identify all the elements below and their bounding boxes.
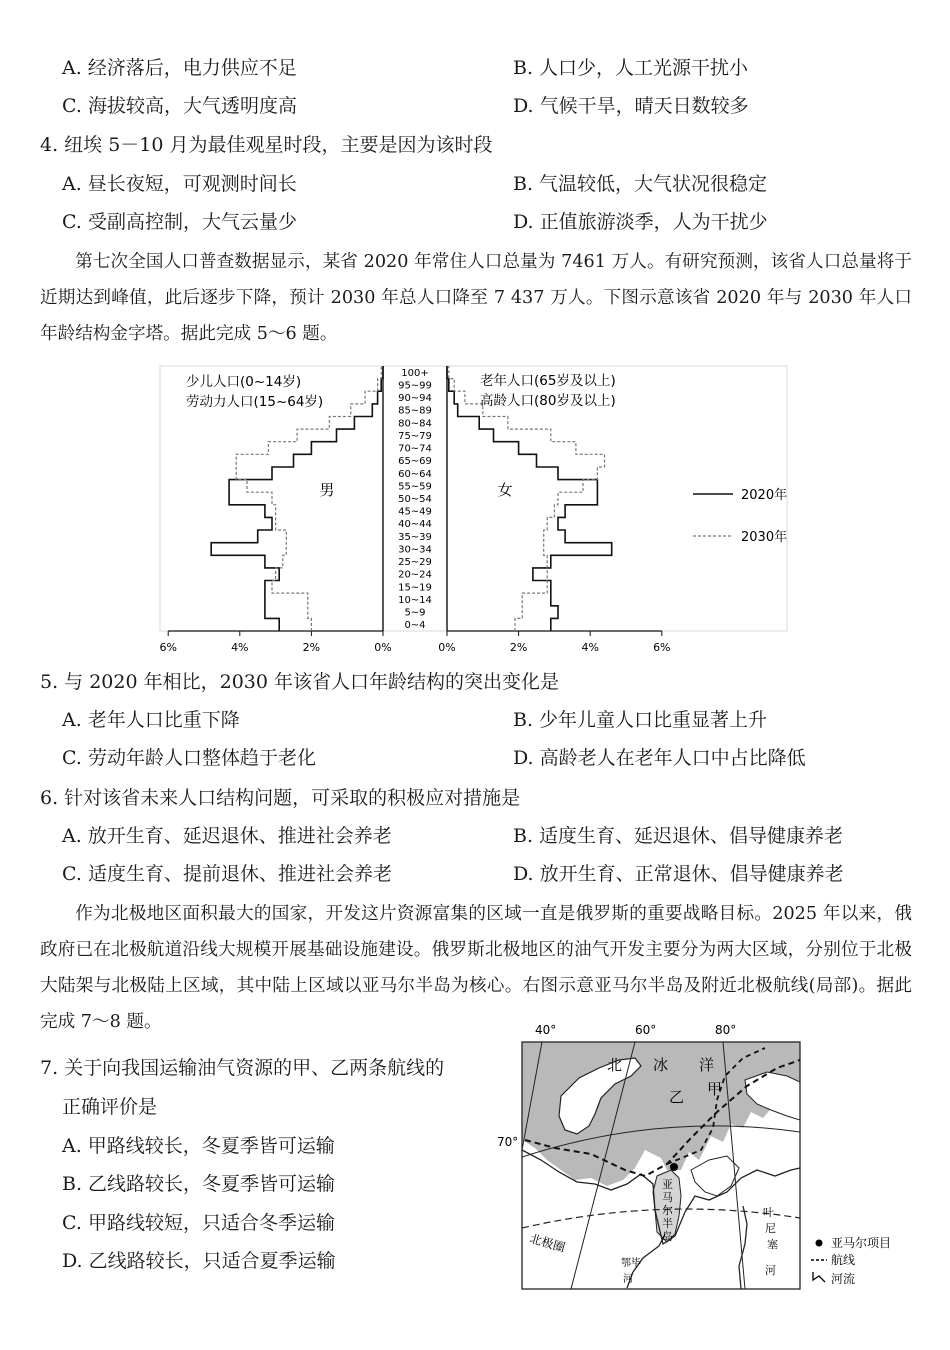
legend-project: 亚马尔项目 — [831, 1236, 892, 1250]
age-group-label: 85~89 — [398, 405, 432, 417]
age-group-label: 75~79 — [398, 430, 432, 442]
q4-option-c: C. 受副高控制，大气云量少 — [62, 211, 297, 233]
male-label: 男 — [319, 481, 335, 499]
q6-option-d: D. 放开生育、正常退休、倡导健康养老 — [513, 863, 844, 885]
q6-option-c: C. 适度生育、提前退休、推进社会养老 — [62, 863, 392, 885]
annotation-elderly: 老年人口(65岁及以上) — [480, 373, 616, 389]
age-group-label: 95~99 — [398, 380, 432, 392]
route-jia-label: 甲 — [707, 1080, 723, 1098]
passage-q7-8 — [40, 896, 912, 1040]
q7-stem-line2: 正确评价是 — [62, 1096, 158, 1118]
age-group-label: 80~84 — [398, 418, 432, 430]
age-group-label: 55~59 — [398, 481, 432, 493]
river-char: 尼 — [765, 1222, 776, 1235]
q5-option-c: C. 劳动年龄人口整体趋于老化 — [62, 747, 316, 769]
river-char: 毕 — [631, 1258, 641, 1269]
river-char: 鄂 — [621, 1258, 631, 1269]
q4-stem: 4. 纽埃 5－10 月为最佳观星时段，主要是因为该时段 — [40, 134, 493, 156]
population-pyramid-chart — [0, 355, 950, 665]
age-group-label: 20~24 — [398, 569, 432, 581]
river-char: 塞 — [767, 1238, 778, 1251]
lon-label-60: 60° — [635, 1023, 657, 1037]
ocean-label-3: 洋 — [699, 1056, 715, 1074]
age-group-label: 60~64 — [398, 468, 432, 480]
annotation-children: 少儿人口(0~14岁) — [186, 374, 302, 390]
q7-stem-line1: 7. 关于向我国运输油气资源的甲、乙两条航线的 — [40, 1057, 445, 1079]
peninsula-char: 尔 — [662, 1204, 673, 1217]
right-tick-label: 2% — [509, 641, 528, 654]
age-group-label: 15~19 — [398, 582, 432, 594]
q7-option-a: A. 甲路线较长，冬夏季皆可运输 — [62, 1135, 335, 1157]
age-group-label: 45~49 — [398, 506, 432, 518]
right-tick-label: 4% — [581, 641, 599, 654]
route-yi-label: 乙 — [669, 1088, 685, 1106]
passage-q5-6 — [40, 244, 912, 352]
q5-option-a: A. 老年人口比重下降 — [62, 709, 240, 731]
left-tick-label: 4% — [231, 641, 249, 654]
legend-route: 航线 — [831, 1253, 856, 1267]
age-group-label: 25~29 — [398, 557, 432, 569]
right-tick-label: 6% — [653, 641, 671, 654]
river-char: 河 — [623, 1274, 633, 1285]
legend-river-icon — [813, 1272, 825, 1282]
legend-dot-icon — [816, 1240, 823, 1247]
q7-option-d: D. 乙线路较长，只适合夏季运输 — [62, 1250, 336, 1272]
age-group-label: 0~4 — [404, 620, 426, 632]
annotation-labor: 劳动力人口(15~64岁) — [186, 394, 324, 410]
map-legend — [811, 1235, 891, 1286]
peninsula-char: 马 — [662, 1191, 673, 1204]
peninsula-char: 亚 — [662, 1178, 673, 1191]
q3-option-c: C. 海拔较高，大气透明度高 — [62, 95, 297, 117]
q4-option-a: A. 昼长夜短，可观测时间长 — [62, 173, 297, 195]
age-group-label: 30~34 — [398, 544, 432, 556]
left-tick-label: 6% — [159, 641, 177, 654]
passage-q7-8-text: 作为北极地区面积最大的国家，开发这片资源富集的区域一直是俄罗斯的重要战略目标。2025 年以来，俄政府已在北极航道沿线大规模开展基础设施建设。俄罗斯北极地区的油气开发主要分为两大区域，分别位于北极大陆架与北极陆上区域，其中陆上区域以亚马尔半岛为核心。右图示意亚马尔半岛及附近北极航线(局部)。据此完成 7～8 题。 — [40, 904, 912, 1032]
age-group-label: 70~74 — [398, 443, 432, 455]
annotation-oldest-old: 高龄人口(80岁及以上) — [480, 393, 616, 409]
left-tick-label: 2% — [302, 641, 321, 654]
age-group-label: 5~9 — [404, 607, 426, 619]
q7-option-b: B. 乙线路较长，冬夏季皆可运输 — [62, 1173, 336, 1195]
peninsula-char: 岛 — [662, 1230, 673, 1243]
q4-option-d: D. 正值旅游淡季，人为干扰少 — [513, 211, 768, 233]
q6-option-a: A. 放开生育、延迟退休、推进社会养老 — [62, 825, 392, 847]
age-group-label: 65~69 — [398, 456, 432, 468]
age-group-label: 10~14 — [398, 594, 432, 606]
yamal-project-dot — [670, 1163, 678, 1171]
river-char: 河 — [765, 1264, 776, 1277]
peninsula-char: 半 — [662, 1217, 673, 1230]
age-group-label: 100+ — [401, 367, 429, 379]
age-group-label: 35~39 — [398, 531, 432, 543]
legend-2020-label: 2020年 — [741, 488, 788, 503]
legend-river: 河流 — [831, 1272, 856, 1286]
q7-option-c: C. 甲路线较短，只适合冬季运输 — [62, 1212, 335, 1234]
yamal-map — [495, 1020, 925, 1295]
q5-option-d: D. 高龄老人在老年人口中占比降低 — [513, 747, 806, 769]
lat-label-70: 70° — [497, 1135, 519, 1149]
q3-option-d: D. 气候干旱，晴天日数较多 — [513, 95, 749, 117]
ocean-label-1: 北 — [607, 1056, 623, 1074]
lon-label-80: 80° — [715, 1023, 737, 1037]
passage-q5-6-text: 第七次全国人口普查数据显示，某省 2020 年常住人口总量为 7461 万人。有研究预测，该省人口总量将于近期达到峰值，此后逐步下降，预计 2030 年总人口降至 7 437 万人。下图示意该省 2020 年与 2030 年人口年龄结构金字塔。据此完成 5～6 题。 — [40, 252, 912, 344]
q5-option-b: B. 少年儿童人口比重显著上升 — [513, 709, 768, 731]
q6-option-b: B. 适度生育、延迟退休、倡导健康养老 — [513, 825, 844, 847]
age-group-label: 90~94 — [398, 393, 432, 405]
legend-2030-label: 2030年 — [741, 530, 788, 545]
lon-label-40: 40° — [535, 1023, 557, 1037]
age-group-label: 50~54 — [398, 494, 432, 505]
q3-option-a: A. 经济落后，电力供应不足 — [62, 57, 297, 79]
right-tick-label: 0% — [438, 641, 456, 654]
arctic-circle-label: 北极圈 — [528, 1231, 567, 1255]
q5-stem: 5. 与 2020 年相比，2030 年该省人口年龄结构的突出变化是 — [40, 671, 559, 693]
female-label: 女 — [497, 481, 513, 499]
river-char: 叶 — [763, 1206, 774, 1219]
ocean-label-2: 冰 — [653, 1056, 669, 1074]
peninsula-label — [662, 1178, 673, 1243]
q4-option-b: B. 气温较低，大气状况很稳定 — [513, 173, 768, 195]
q6-stem: 6. 针对该省未来人口结构问题，可采取的积极应对措施是 — [40, 787, 521, 809]
age-group-label: 40~44 — [398, 519, 432, 531]
q3-option-b: B. 人口少，人工光源干扰小 — [513, 57, 749, 79]
left-tick-label: 0% — [374, 641, 392, 654]
